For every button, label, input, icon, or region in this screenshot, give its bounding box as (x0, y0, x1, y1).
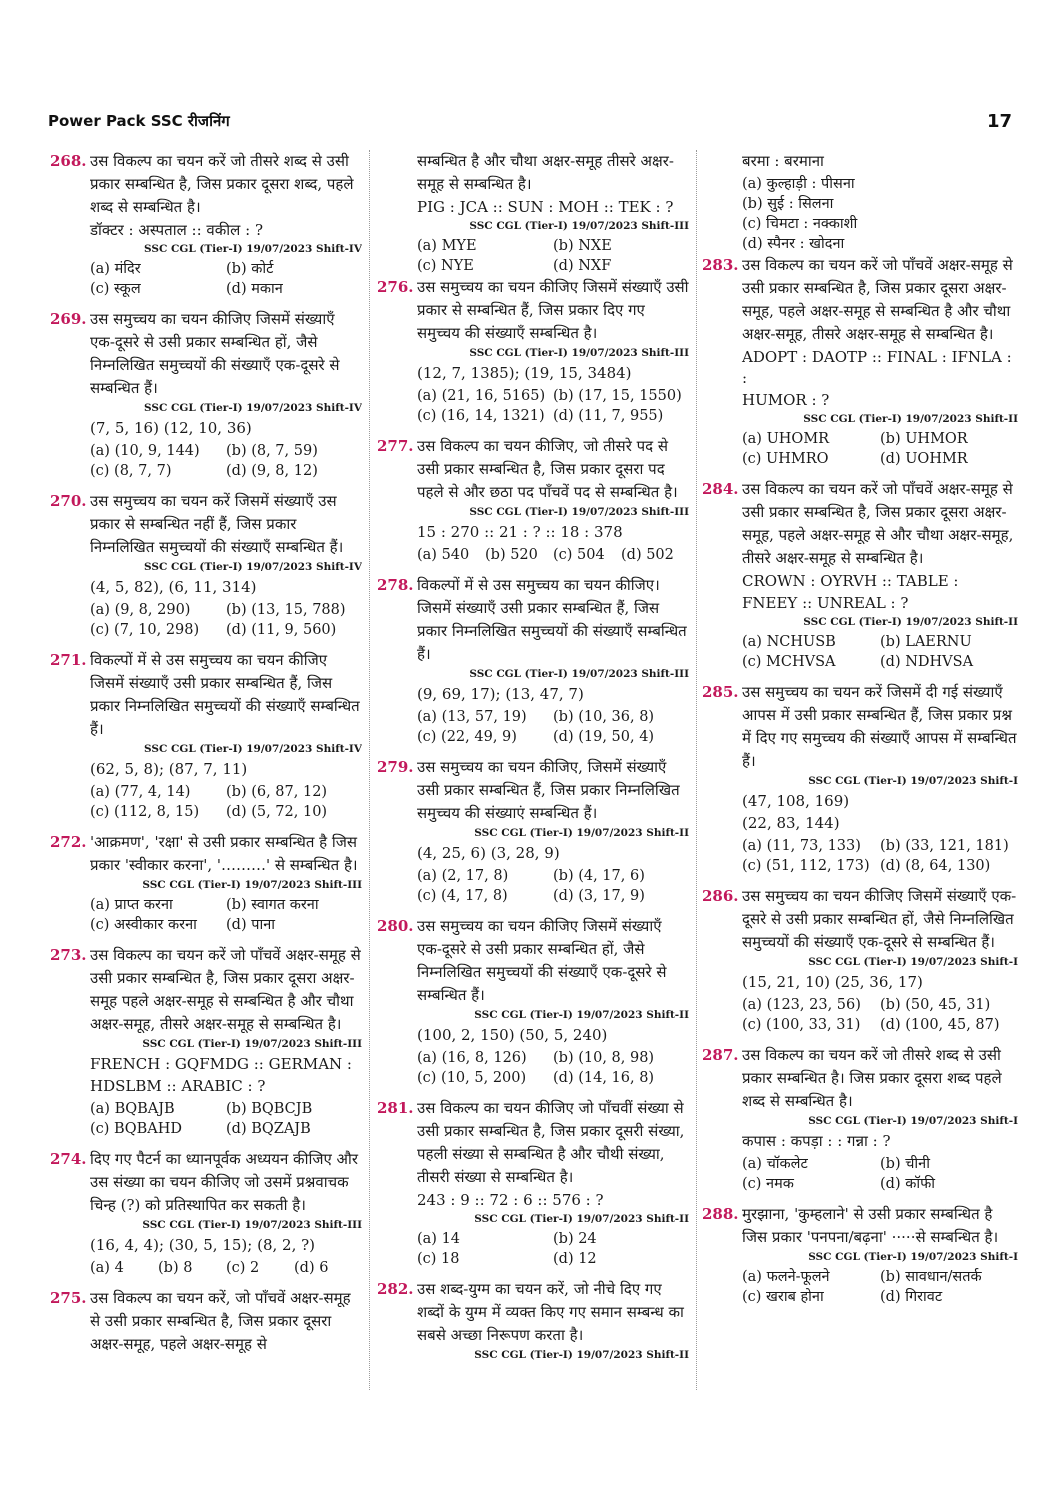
question-data: (100, 2, 150) (50, 5, 240) (417, 1026, 608, 1044)
option: (a) (9, 8, 290) (90, 602, 191, 618)
question (377, 915, 689, 1088)
exam-reference: SSC CGL (Tier-I) 19/07/2023 Shift-I (808, 1251, 1018, 1263)
question-number: 273. (50, 946, 87, 964)
option: (a) चॉकलेट (742, 1156, 808, 1172)
question (377, 1097, 689, 1269)
exam-reference: SSC CGL (Tier-I) 19/07/2023 Shift-II (474, 1009, 689, 1021)
question-text: उस समुच्चय का चयन कीजिए, जिसमें संख्याएँ उसी प्रकार सम्बन्धित हैं, जिस प्रकार निम्नलिखित समुच्चय की संख्याएं सम्बन्धित हैं। (417, 758, 680, 822)
question-number: 278. (377, 576, 414, 594)
option: (c) खराब होना (742, 1289, 824, 1305)
options-grid (742, 1154, 1018, 1194)
question-number: 270. (50, 492, 87, 510)
option: (c) चिमटा : नक्काशी (742, 216, 858, 232)
question-data: FNEEY :: UNREAL : ? (742, 594, 909, 612)
question-number: 282. (377, 1280, 414, 1298)
option: (b) (8, 7, 59) (226, 443, 318, 459)
question-data: (9, 69, 17); (13, 47, 7) (417, 685, 584, 703)
question-data: बरमा : बरमाना (742, 152, 824, 170)
question-text: मुरझाना, 'कुम्हलाने' से उसी प्रकार सम्बन्धित है जिस प्रकार 'पनपना/बढ़ना' ·····से सम्बन्धित है। (742, 1205, 999, 1246)
question-number: 274. (50, 1150, 87, 1168)
exam-reference: SSC CGL (Tier-I) 19/07/2023 Shift-I (808, 956, 1018, 968)
column-2 (377, 150, 689, 1490)
question-number: 277. (377, 437, 414, 455)
option: (b) 8 (158, 1260, 193, 1276)
question-text: 'आक्रमण', 'रक्षा' से उसी प्रकार सम्बन्धित है जिस प्रकार 'स्वीकार करना', '………' से सम्बन्धित है। (90, 833, 358, 874)
options-grid (417, 1229, 689, 1269)
option: (b) स्वागत करना (226, 897, 319, 913)
question-number: 275. (50, 1289, 87, 1307)
option: (c) (7, 10, 298) (90, 622, 200, 638)
option: (d) NXF (553, 258, 612, 274)
options-grid (90, 600, 362, 640)
option: (c) अस्वीकार करना (90, 917, 197, 933)
question (377, 435, 689, 565)
question-number: 269. (50, 310, 87, 328)
exam-reference: SSC CGL (Tier-I) 19/07/2023 Shift-III (469, 506, 689, 518)
option: (c) (10, 5, 200) (417, 1070, 527, 1086)
question-text: उस विकल्प का चयन कीजिए, जो तीसरे पद से उसी प्रकार सम्बन्धित है, जिस प्रकार दूसरा पद पहले से और छठा पद पाँचवें पद से सम्बन्धित है। (417, 437, 678, 501)
option: (b) सावधान/सतर्क (880, 1269, 982, 1285)
option: (a) UHOMR (742, 431, 830, 447)
option: (b) NXE (553, 238, 612, 254)
options-grid (417, 236, 689, 276)
option: (d) स्पैनर : खोदना (742, 236, 845, 252)
exam-reference: SSC CGL (Tier-I) 19/07/2023 Shift-III (142, 1219, 362, 1231)
exam-reference: SSC CGL (Tier-I) 19/07/2023 Shift-III (469, 220, 689, 232)
question-text: उस समुच्चय का चयन कीजिए जिसमें संख्याएँ एक-दूसरे से उसी प्रकार सम्बन्धित हों, जैसे निम्नलिखित समुच्चयों की संख्याएँ एक-दूसरे से सम्बन्धित हैं। (417, 917, 667, 1004)
option: (a) कुल्हाड़ी : पीसना (742, 176, 855, 192)
options-grid (742, 632, 1018, 672)
option: (d) (5, 72, 10) (226, 804, 328, 820)
question-data: 15 : 270 :: 21 : ? :: 18 : 378 (417, 523, 623, 541)
option: (d) पाना (226, 917, 275, 933)
question (50, 649, 362, 822)
options-grid (417, 1048, 689, 1088)
question-continuation (377, 150, 689, 276)
question (377, 574, 689, 747)
question-number: 288. (702, 1205, 739, 1223)
question (50, 1148, 362, 1278)
option: (d) 502 (621, 547, 674, 563)
question-number: 271. (50, 651, 87, 669)
option: (d) BQZAJB (226, 1121, 311, 1137)
option: (d) (14, 16, 8) (553, 1070, 655, 1086)
question (50, 490, 362, 640)
question-data: (4, 25, 6) (3, 28, 9) (417, 844, 560, 862)
option: (d) UOHMR (880, 451, 968, 467)
question-continuation (702, 151, 1018, 254)
question-text: उस समुच्चय का चयन कीजिए जिसमें संख्याएँ एक-दूसरे से उसी प्रकार सम्बन्धित हों, जैसे निम्नलिखित समुच्चयों की संख्याएँ एक-दूसरे से सम्बन्धित हैं। (742, 887, 1017, 951)
question-text: उस शब्द-युग्म का चयन करें, जो नीचे दिए गए शब्दों के युग्म में व्यक्त किए गए समान सम्बन्ध का सबसे अच्छा निरूपण करता है। (417, 1280, 684, 1344)
exam-reference: SSC CGL (Tier-I) 19/07/2023 Shift-IV (144, 402, 362, 414)
option: (b) (13, 15, 788) (226, 602, 346, 618)
exam-reference: SSC CGL (Tier-I) 19/07/2023 Shift-III (469, 347, 689, 359)
question-data: CROWN : OYRVH :: TABLE : (742, 572, 959, 590)
question (702, 1044, 1018, 1194)
question-number: 280. (377, 917, 414, 935)
question-number: 272. (50, 833, 87, 851)
option: (d) (19, 50, 4) (553, 729, 655, 745)
options-grid (90, 1099, 362, 1139)
option: (b) 24 (553, 1231, 597, 1247)
question-text: उस विकल्प का चयन करें जो पाँचवें अक्षर-समूह से उसी प्रकार सम्बन्धित है, जिस प्रकार दूसरा अक्षर-समूह, पहले अक्षर-समूह से और चौथा अक्षर-समूह, तीसरे अक्षर-समूह से सम्बन्धित है। (742, 480, 1014, 567)
question-data: (15, 21, 10) (25, 36, 17) (742, 973, 923, 991)
option: (c) UHMRO (742, 451, 829, 467)
option: (c) 2 (226, 1260, 260, 1276)
option: (a) NCHUSB (742, 634, 836, 650)
question (702, 478, 1018, 672)
options-grid (742, 174, 1018, 254)
option: (b) (10, 8, 98) (553, 1050, 655, 1066)
question-number: 279. (377, 758, 414, 776)
question-text: उस समुच्चय का चयन करें जिसमें दी गई संख्याएँ आपस में उसी प्रकार सम्बन्धित हैं, जिस प्रकार प्रश्न में दिए गए समुच्चय की संख्याएँ आपस में सम्बन्धित हैं। (742, 683, 1017, 770)
question-text: उस विकल्प का चयन करें, जो पाँचवें अक्षर-समूह से उसी प्रकार सम्बन्धित है, जिस प्रकार दूसरा अक्षर-समूह, पहले अक्षर-समूह से (90, 1289, 351, 1353)
exam-reference: SSC CGL (Tier-I) 19/07/2023 Shift-II (474, 827, 689, 839)
option: (a) (16, 8, 126) (417, 1050, 527, 1066)
question-text: उस विकल्प का चयन करें जो तीसरे शब्द से उसी प्रकार सम्बन्धित है। जिस प्रकार दूसरा शब्द पहले शब्द से सम्बन्धित है। (742, 1046, 1002, 1110)
exam-reference: SSC CGL (Tier-I) 19/07/2023 Shift-III (469, 668, 689, 680)
option: (c) (8, 7, 7) (90, 463, 172, 479)
question-data: ADOPT : DAOTP :: FINAL : IFNLA : : (742, 348, 1012, 387)
exam-reference: SSC CGL (Tier-I) 19/07/2023 Shift-I (808, 775, 1018, 787)
column-divider (696, 150, 697, 1390)
question-data: FRENCH : GQFMDG :: GERMAN : (90, 1055, 352, 1073)
option: (b) चीनी (880, 1156, 930, 1172)
question-text: विकल्पों में से उस समुच्चय का चयन कीजिए जिसमें संख्याएँ उसी प्रकार सम्बन्धित हैं, जिस प्रकार निम्नलिखित समुच्चयों की संख्याएँ सम्बन्धित हैं। (90, 651, 360, 738)
exam-reference: SSC CGL (Tier-I) 19/07/2023 Shift-III (142, 879, 362, 891)
question (377, 1278, 689, 1363)
option: (d) मकान (226, 281, 283, 297)
option: (b) सुई : सिलना (742, 196, 834, 212)
question (377, 756, 689, 906)
options-grid (90, 1258, 362, 1278)
option: (c) 504 (553, 547, 605, 563)
column-1 (50, 150, 362, 1490)
option: (a) (77, 4, 14) (90, 784, 191, 800)
question-text: उस समुच्चय का चयन कीजिए जिसमें संख्याएँ उसी प्रकार से सम्बन्धित हैं, जिस प्रकार दिए गए समुच्चय की संख्याएँ सम्बन्धित है। (417, 278, 689, 342)
question-data: (22, 83, 144) (742, 814, 840, 832)
option: (a) मंदिर (90, 261, 141, 277)
options-grid (90, 895, 362, 935)
options-grid (417, 707, 689, 747)
option: (b) BQBCJB (226, 1101, 313, 1117)
option: (c) स्कूल (90, 281, 141, 297)
question (50, 944, 362, 1139)
page-number: 17 (986, 110, 1012, 132)
question-text: उस विकल्प का चयन करें जो पाँचवें अक्षर-समूह से उसी प्रकार सम्बन्धित है, जिस प्रकार दूसरा अक्षर-समूह पहले अक्षर-समूह से सम्बन्धित है और चौथा अक्षर-समूह, तीसरे अक्षर-समूह से सम्बन्धित है। (90, 946, 361, 1033)
question (50, 150, 362, 299)
option: (b) LAERNU (880, 634, 972, 650)
question-data: HDSLBM :: ARABIC : ? (90, 1077, 266, 1095)
option: (c) NYE (417, 258, 474, 274)
question-text: सम्बन्धित है और चौथा अक्षर-समूह तीसरे अक्षर-समूह से सम्बन्धित है। (417, 152, 674, 193)
option: (c) (4, 17, 8) (417, 888, 508, 904)
exam-reference: SSC CGL (Tier-I) 19/07/2023 Shift-II (474, 1213, 689, 1225)
option: (d) (11, 9, 560) (226, 622, 337, 638)
question-data: (7, 5, 16) (12, 10, 36) (90, 419, 252, 437)
column-divider (369, 150, 370, 1390)
book-title: Power Pack SSC रीजनिंग (48, 112, 230, 130)
question-data: (4, 5, 82), (6, 11, 314) (90, 578, 257, 596)
option: (b) 520 (485, 547, 538, 563)
question-text: उस विकल्प का चयन करें जो पाँचवें अक्षर-समूह से उसी प्रकार सम्बन्धित है, जिस प्रकार दूसरा अक्षर-समूह, पहले अक्षर-समूह से सम्बन्धित है और चौथा अक्षर-समूह, तीसरे अक्षर-समूह से सम्बन्धित है। (742, 256, 1013, 343)
option: (d) (9, 8, 12) (226, 463, 318, 479)
question (377, 276, 689, 426)
option: (a) प्राप्त करना (90, 897, 173, 913)
option: (b) (10, 36, 8) (553, 709, 655, 725)
column-3 (702, 150, 1018, 1490)
exam-reference: SSC CGL (Tier-I) 19/07/2023 Shift-III (142, 1038, 362, 1050)
question-text: उस विकल्प का चयन कीजिए जो पाँचवीं संख्या से उसी प्रकार सम्बन्धित है, जिस प्रकार दूसरी संख्या, पहली संख्या से सम्बन्धित है और चौथी संख्या, तीसरी संख्या से सम्बन्धित है। (417, 1099, 685, 1186)
option: (d) 6 (294, 1260, 329, 1276)
question (702, 254, 1018, 469)
option: (a) (13, 57, 19) (417, 709, 527, 725)
options-grid (417, 866, 689, 906)
option: (c) MCHVSA (742, 654, 836, 670)
option: (c) नमक (742, 1176, 794, 1192)
question-number: 284. (702, 480, 739, 498)
exam-reference: SSC CGL (Tier-I) 19/07/2023 Shift-II (803, 616, 1018, 628)
question-data: 243 : 9 :: 72 : 6 :: 576 : ? (417, 1191, 604, 1209)
question-data: (12, 7, 1385); (19, 15, 3484) (417, 364, 632, 382)
question (702, 681, 1018, 876)
option: (b) (50, 45, 31) (880, 997, 991, 1013)
options-grid (742, 995, 1018, 1035)
exam-reference: SSC CGL (Tier-I) 19/07/2023 Shift-IV (144, 743, 362, 755)
option: (d) (11, 7, 955) (553, 408, 664, 424)
option: (a) (11, 73, 133) (742, 838, 861, 854)
options-grid (742, 836, 1018, 876)
option: (b) कोर्ट (226, 261, 274, 277)
question-number: 268. (50, 152, 87, 170)
options-grid (417, 386, 689, 426)
option: (a) MYE (417, 238, 477, 254)
option: (d) कॉफी (880, 1176, 936, 1192)
question-data: (62, 5, 8); (87, 7, 11) (90, 760, 248, 778)
options-grid (90, 782, 362, 822)
option: (a) (2, 17, 8) (417, 868, 509, 884)
option: (d) NDHVSA (880, 654, 974, 670)
option: (c) (22, 49, 9) (417, 729, 517, 745)
question-data: (16, 4, 4); (30, 5, 15); (8, 2, ?) (90, 1236, 315, 1254)
option: (c) (112, 8, 15) (90, 804, 200, 820)
question-number: 281. (377, 1099, 414, 1117)
option: (a) 4 (90, 1260, 124, 1276)
exam-reference: SSC CGL (Tier-I) 19/07/2023 Shift-IV (144, 561, 362, 573)
options-grid (90, 259, 362, 299)
option: (b) UHMOR (880, 431, 968, 447)
option: (d) गिरावट (880, 1289, 943, 1305)
question-text: उस समुच्चय का चयन करें जिसमें संख्याएँ उस प्रकार से सम्बन्धित नहीं हैं, जिस प्रकार निम्नलिखित समुच्चयों की संख्याएँ सम्बन्धित हैं। (90, 492, 344, 556)
option: (d) (100, 45, 87) (880, 1017, 1000, 1033)
exam-reference: SSC CGL (Tier-I) 19/07/2023 Shift-II (474, 1349, 689, 1361)
question (50, 1287, 362, 1356)
option: (d) 12 (553, 1251, 597, 1267)
option: (a) (10, 9, 144) (90, 443, 200, 459)
option: (c) BQBAHD (90, 1121, 182, 1137)
question-text: उस समुच्चय का चयन कीजिए जिसमें संख्याएँ एक-दूसरे से उसी प्रकार सम्बन्धित हों, जैसे निम्नलिखित समुच्चयों की संख्याएँ एक-दूसरे से सम्बन्धित हैं। (90, 310, 340, 397)
question-number: 276. (377, 278, 414, 296)
option: (d) (8, 64, 130) (880, 858, 991, 874)
page-header (48, 106, 1012, 136)
question (50, 831, 362, 935)
option: (d) (3, 17, 9) (553, 888, 645, 904)
option: (a) (123, 23, 56) (742, 997, 861, 1013)
options-grid (742, 429, 1018, 469)
question-number: 287. (702, 1046, 739, 1064)
options-grid (742, 1267, 1018, 1307)
question (702, 885, 1018, 1035)
option: (b) (6, 87, 12) (226, 784, 328, 800)
exam-reference: SSC CGL (Tier-I) 19/07/2023 Shift-I (808, 1115, 1018, 1127)
question-data: (47, 108, 169) (742, 792, 850, 810)
option: (a) 540 (417, 547, 470, 563)
question-data: HUMOR : ? (742, 391, 830, 409)
question-number: 283. (702, 256, 739, 274)
option: (c) (51, 112, 173) (742, 858, 870, 874)
option: (b) (33, 121, 181) (880, 838, 1009, 854)
question-text: उस विकल्प का चयन करें जो तीसरे शब्द से उसी प्रकार सम्बन्धित है, जिस प्रकार दूसरा शब्द, पहले शब्द से सम्बन्धित है। (90, 152, 354, 216)
options-grid (417, 545, 689, 565)
option: (c) (100, 33, 31) (742, 1017, 861, 1033)
option: (c) 18 (417, 1251, 460, 1267)
option: (a) फलने-फूलने (742, 1269, 830, 1285)
question-number: 285. (702, 683, 739, 701)
question (702, 1203, 1018, 1307)
options-grid (90, 441, 362, 481)
option: (c) (16, 14, 1321) (417, 408, 545, 424)
question-data: कपास : कपड़ा : : गन्ना : ? (742, 1132, 891, 1150)
question-text: दिए गए पैटर्न का ध्यानपूर्वक अध्ययन कीजिए और उस संख्या का चयन कीजिए जो उसमें प्रश्नवाचक चिन्ह (?) को प्रतिस्थापित कर सकती है। (90, 1150, 359, 1214)
option: (a) BQBAJB (90, 1101, 175, 1117)
option: (a) 14 (417, 1231, 461, 1247)
exam-reference: SSC CGL (Tier-I) 19/07/2023 Shift-IV (144, 243, 362, 255)
option: (b) (17, 15, 1550) (553, 388, 682, 404)
exam-reference: SSC CGL (Tier-I) 19/07/2023 Shift-II (803, 413, 1018, 425)
question-number: 286. (702, 887, 739, 905)
question-data: डॉक्टर : अस्पताल :: वकील : ? (90, 221, 263, 239)
question-data: PIG : JCA :: SUN : MOH :: TEK : ? (417, 198, 674, 216)
option: (a) (21, 16, 5165) (417, 388, 546, 404)
option: (b) (4, 17, 6) (553, 868, 645, 884)
question (50, 308, 362, 481)
question-text: विकल्पों में से उस समुच्चय का चयन कीजिए। जिसमें संख्याएँ उसी प्रकार सम्बन्धित हैं, जिस प्रकार निम्नलिखित समुच्चयों की संख्याएँ सम्बन्धित हैं। (417, 576, 687, 663)
